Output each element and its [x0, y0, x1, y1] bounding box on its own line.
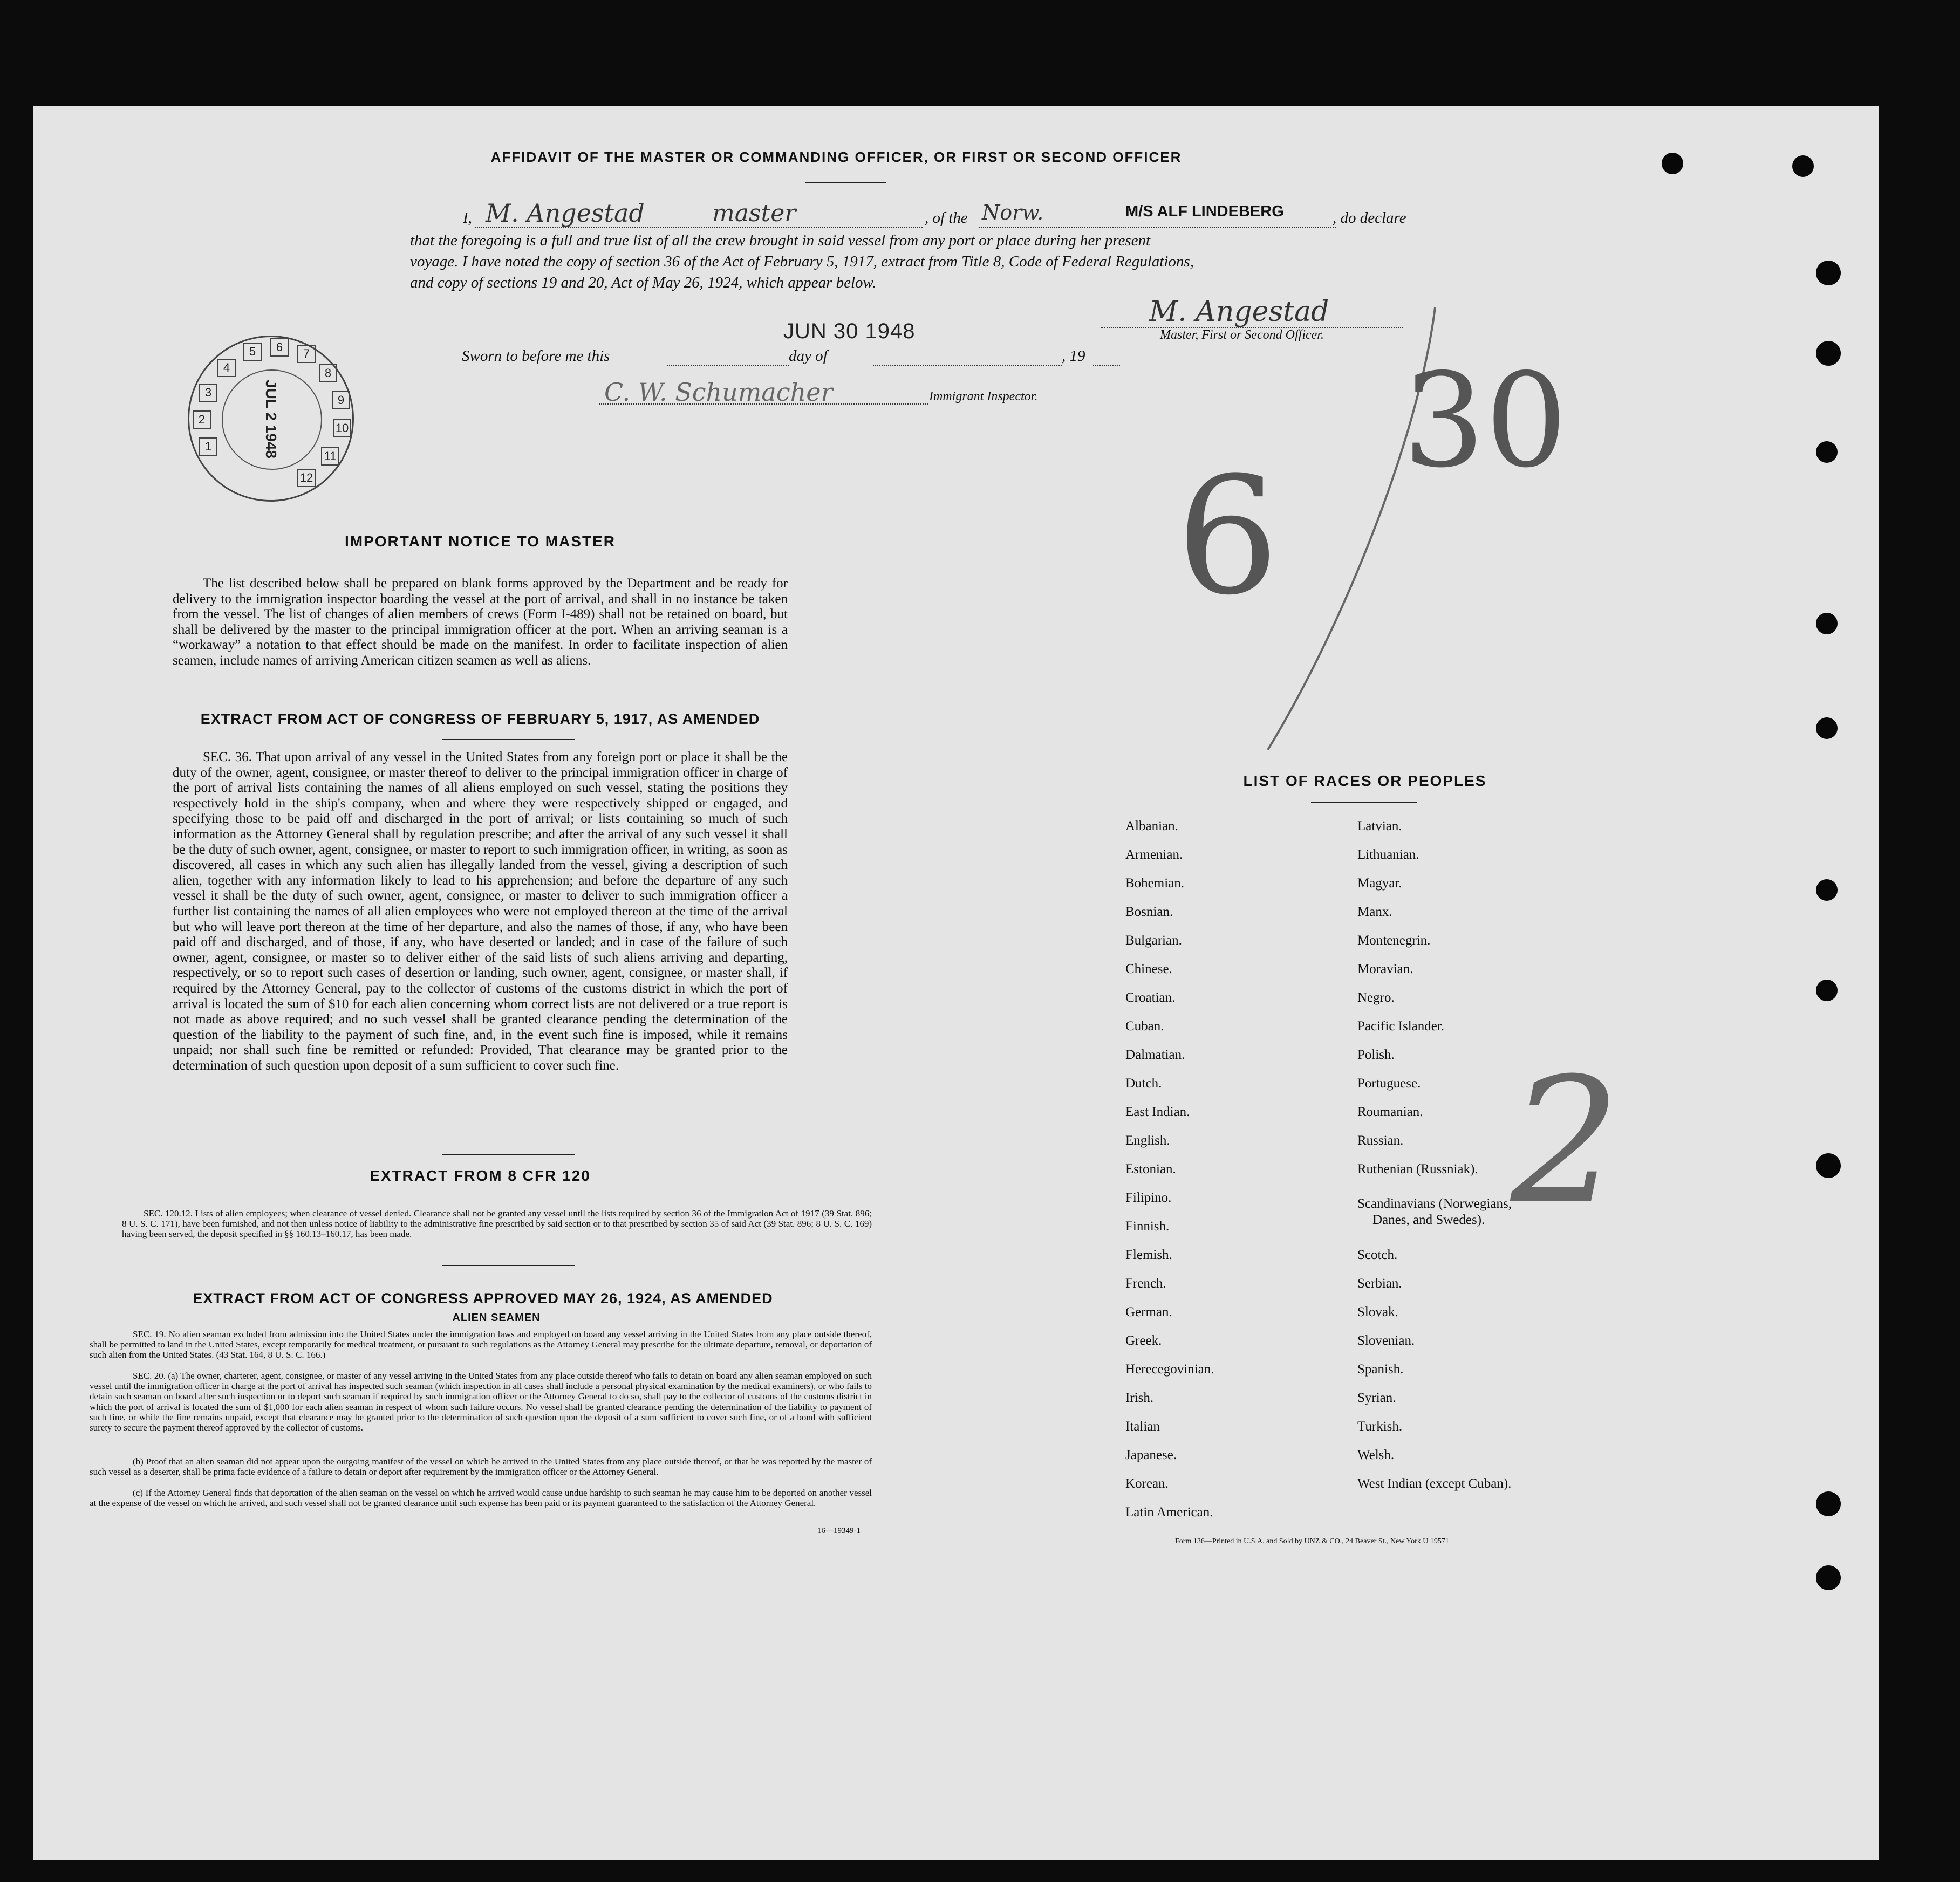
stamp-number: 3 [199, 384, 217, 402]
alien-seamen-subtitle: ALIEN SEAMEN [452, 1312, 541, 1324]
race-item: Korean. [1125, 1476, 1169, 1491]
stamp-number: 5 [243, 343, 262, 361]
race-item: Greek. [1125, 1333, 1162, 1348]
of-the-label: , of the [925, 209, 968, 227]
race-item: Estonian. [1125, 1162, 1176, 1176]
month-line [873, 365, 1062, 366]
race-item: Cuban. [1125, 1019, 1164, 1034]
stamp-number: 7 [297, 345, 316, 363]
vessel-line [979, 227, 1336, 228]
extract-1917-underline [442, 739, 575, 740]
handwritten-number: 2 [1511, 1041, 1621, 1242]
race-item: Flemish. [1125, 1248, 1172, 1262]
race-item: Albanian. [1125, 819, 1178, 833]
inspector-caption: Immigrant Inspector. [929, 389, 1038, 403]
race-item: English. [1125, 1133, 1170, 1148]
race-item: Welsh. [1357, 1448, 1395, 1462]
declaration-line-2: that the foregoing is a full and true list of all the crew brought in said vessel from any port or place during her present [410, 232, 1151, 249]
race-item: Armenian. [1125, 847, 1183, 862]
name-line [475, 227, 923, 228]
extract-1924-title: EXTRACT FROM ACT OF CONGRESS APPROVED MAY 26, 1924, AS AMENDED [193, 1290, 773, 1306]
race-item: Croatian. [1125, 990, 1176, 1005]
extract-1917-end-rule [442, 1154, 575, 1155]
race-item: Roumanian. [1357, 1105, 1423, 1119]
form-footer: Form 136—Printed in U.S.A. and Sold by UNZ & CO., 24 Beaver St., New York U 19571 [1175, 1537, 1449, 1545]
race-item: Dutch. [1125, 1076, 1162, 1091]
race-item: Polish. [1357, 1048, 1395, 1062]
race-item: Chinese. [1125, 962, 1172, 976]
race-item: Bulgarian. [1125, 933, 1182, 948]
extract-1917-text: SEC. 36. That upon arrival of any vessel in the United States from any foreign port or place it shall be the duty of the owner, agent, consignee, or master thereof to deliver to the principal immigration officer in charge of the port of arrival lists containing the names of all aliens employed on such vessel, stating the positions they respectively hold in the ship's company, when and where they were respectively shipped or engaged, and specifying those to be paid off and discharged in the port of arrival; or lists containing so much of such information as the Attorney General shall by regulation prescribe; and after the arrival of any such vessel it shall be the duty of such owner, agent, consignee, or master to report to such immigration officer, in writing, as soon as discovered, all cases in which any such alien has illegally landed from the vessel, giving a description of such alien, together with any information likely to lead to his apprehension; and before the departure of any such vessel it shall be the duty of such owner, agent, consignee, or master to deliver to such immigration officer a further list containing the names of all alien employees who were not employed thereon at the time of the arrival but who will leave port thereon at the time of her departure, and also the names of those, if any, who have been paid off and discharged, and of those, if any, who have deserted or landed; and in case of the failure of such owner, agent, consignee, or master so to deliver either of the said lists of such aliens arriving and departing, respectively, or so to report such cases of desertion or landing, such owner, agent, consignee, or master shall, if required by the Attorney General, pay to the collector of customs of the customs district in which the port of arrival is located the sum of $10 for each alien concerning whom correct lists are not delivered or a true report is not made as above required; and no such vessel shall be granted clearance pending the determination of the question of the liability to the payment of such fine, and, in the event such fine is imposed, while it remains unpaid; nor shall such fine be remitted or refunded: Provided, That clearance may be granted prior to the determination of such question upon deposit of a sum sufficient to cover such fine. [173, 750, 788, 1073]
stamp-number: 1 [199, 437, 217, 456]
race-item: Scotch. [1357, 1248, 1398, 1262]
race-item: Russian. [1357, 1133, 1404, 1148]
date-stamp: JUN 30 1948 [783, 319, 916, 343]
handwritten-date-month: 6 [1176, 442, 1279, 631]
race-item: Montenegrin. [1357, 933, 1431, 948]
stamp-number: 2 [193, 410, 211, 429]
cfr-title: EXTRACT FROM 8 CFR 120 [370, 1167, 591, 1184]
sworn-label: Sworn to before me this [462, 347, 610, 365]
race-item: Slovenian. [1357, 1333, 1415, 1348]
nationality-handwritten: Norw. [982, 201, 1044, 224]
inspector-signature: C. W. Schumacher [604, 378, 833, 407]
race-item: French. [1125, 1276, 1166, 1291]
stamp-number: 4 [217, 359, 236, 377]
immigration-stamp [188, 336, 354, 502]
race-item: Bohemian. [1125, 876, 1185, 891]
race-item: Serbian. [1357, 1276, 1402, 1291]
master-signature: M. Angestad [1149, 296, 1329, 328]
do-declare-label: , do declare [1333, 209, 1406, 227]
race-item: Herecegovinian. [1125, 1362, 1214, 1377]
stamp-number: 6 [270, 338, 289, 357]
notice-title: IMPORTANT NOTICE TO MASTER [344, 533, 616, 550]
binder-hole [1816, 441, 1838, 463]
race-item: Turkish. [1357, 1419, 1403, 1434]
stamp-number: 11 [321, 447, 339, 466]
cfr-end-rule [442, 1265, 575, 1266]
cfr-text: SEC. 120.12. Lists of alien employees; when clearance of vessel denied. Clearance shall not be granted any vessel until the lists required by section 36 of the Immigration Act of 1917 (39 Stat. 896; 8 U. S. C. 171), have been furnished, and not then unless notice of liability to the administrative fine prescribed by said section or to that prescribed by section 35 of said Act (39 Stat. 896; 8 U. S. C. 169) having been served, the deposit specified in §§ 160.13–160.17, has been made. [122, 1208, 872, 1240]
race-item: Portuguese. [1357, 1076, 1421, 1091]
race-item: Spanish. [1357, 1362, 1404, 1377]
day-of-label: day of [789, 347, 828, 365]
binder-hole [1816, 1565, 1841, 1590]
binder-hole [1816, 980, 1838, 1001]
race-item: Latvian. [1357, 819, 1402, 833]
signature-caption: Master, First or Second Officer. [1160, 328, 1324, 342]
handwritten-date-day: 30 [1403, 345, 1568, 496]
race-item: Scandinavians (Norwegians, [1357, 1196, 1512, 1211]
declaration-line-3: voyage. I have noted the copy of section 36 of the Act of February 5, 1917, extract from Title 8, Code of Federal Regulations, [410, 253, 1194, 270]
form-code: 16—19349-1 [817, 1527, 861, 1535]
sec-20a-text: SEC. 20. (a) The owner, charterer, agent, consignee, or master of any vessel arriving in the United States from any place outside thereof who fails to detain on board any alien seaman employed on such vessel until the immigration officer in charge at the port of arrival has inspected such seaman (which inspection in all cases shall include a personal physical examination by the medical examiners), or who fails to detain such seaman on board after such inspection or to deport such seaman if required by such immigration officer or the Attorney General to do so, shall pay to the collector of customs of the customs district in which the port of arrival is located the sum of $1,000 for each alien seaman in respect of whom such failure occurs. No vessel shall be granted clearance pending the determination of the liability to payment of such fine, or while the fine remains unpaid, except that clearance may be granted prior to the determination of such question upon the deposit of a sum sufficient to cover such fine, or of a bond with sufficient surety to secure the payment thereof approved by the collector of customs. [90, 1371, 872, 1433]
binder-hole [1662, 153, 1683, 174]
sec-19-text: SEC. 19. No alien seaman excluded from admission into the United States under the immigration laws and employed on board any vessel arriving in the United States from any place outside thereof, shall be permitted to land in the United States, except temporarily for medical treatment, or pursuant to such regulations as the Attorney General may prescribe for the ultimate departure, removal, or deportation of such alien from the United States. (43 Stat. 164, 8 U. S. C. 166.) [90, 1329, 872, 1360]
race-item: Syrian. [1357, 1391, 1396, 1405]
race-item: Filipino. [1125, 1190, 1172, 1205]
binder-hole [1816, 261, 1841, 285]
sec-20c-text: (c) If the Attorney General finds that deportation of the alien seaman on the vessel on which he arrived would cause undue hardship to such seaman he may cause him to be deported on another vessel at the expense of the vessel on which he arrived, and such vessel shall not be granted clearance until such expense has been paid or its payment guaranteed to the satisfaction of the Attorney General. [90, 1488, 872, 1509]
race-item: Slovak. [1357, 1305, 1398, 1319]
binder-hole [1816, 879, 1838, 901]
race-item: Manx. [1357, 905, 1392, 919]
notice-text: The list described below shall be prepared on blank forms approved by the Department and be ready for delivery to the immigration inspector boarding the vessel at the port of arrival, and shall in no instance be taken from the vessel. The list of changes of alien members of crews (Form I-489) shall not be retained on board, but shall be delivered by the master to the principal immigration officer at the port. When an arriving seaman is a “workaway” a notation to that effect should be made on the manifest. In order to facilitate inspection of alien seamen, include names of arriving American citizen seamen as well as aliens. [173, 576, 788, 668]
title-underline [805, 182, 886, 183]
stamp-number: 12 [297, 469, 316, 487]
races-title: LIST OF RACES OR PEOPLES [1243, 772, 1487, 789]
affidavit-title: AFFIDAVIT OF THE MASTER OR COMMANDING OFFICER, OR FIRST OR SECOND OFFICER [490, 149, 1182, 165]
stamp-number: 9 [332, 391, 350, 409]
race-item: Finnish. [1125, 1219, 1170, 1234]
sec-20b-text: (b) Proof that an alien seaman did not appear upon the outgoing manifest of the vessel on which he arrived in the United States from any place outside thereof, or that he was reported by the master of such vessel as a deserter, shall be prima facie evidence of a failure to detain or deport after requirement by the immigration officer or the Attorney General. [90, 1456, 872, 1477]
race-item: Lithuanian. [1357, 847, 1419, 862]
year-label: , 19 [1062, 347, 1085, 365]
stamp-date: JUL 2 1948 [263, 380, 279, 458]
races-underline [1311, 802, 1417, 803]
year-line [1093, 365, 1120, 366]
race-item: Italian [1125, 1419, 1160, 1434]
binder-hole [1792, 155, 1814, 177]
race-item: Latin American. [1125, 1505, 1213, 1520]
binder-hole [1816, 613, 1838, 634]
master-name-handwritten: M. Angestad [486, 199, 645, 228]
day-line [667, 365, 789, 366]
race-item: German. [1125, 1305, 1172, 1319]
inspector-line [599, 403, 928, 405]
race-item: Danes, and Swedes). [1372, 1213, 1485, 1227]
race-item: Bosnian. [1125, 905, 1173, 919]
stamp-number: 10 [333, 419, 351, 437]
binder-hole [1816, 341, 1841, 366]
vessel-name: M/S ALF LINDEBERG [1125, 203, 1284, 220]
race-item: Dalmatian. [1125, 1048, 1185, 1062]
race-item: East Indian. [1125, 1105, 1190, 1119]
race-item: Moravian. [1357, 962, 1413, 976]
race-item: Japanese. [1125, 1448, 1177, 1462]
race-item: Negro. [1357, 990, 1395, 1005]
rank-handwritten: master [712, 200, 796, 227]
declaration-prefix: I, [463, 209, 472, 227]
race-item: West Indian (except Cuban). [1357, 1476, 1512, 1491]
extract-1917-title: EXTRACT FROM ACT OF CONGRESS OF FEBRUARY 5, 1917, AS AMENDED [200, 711, 760, 727]
race-item: Magyar. [1357, 876, 1402, 891]
race-item: Ruthenian (Russniak). [1357, 1162, 1478, 1176]
stamp-number: 8 [319, 364, 337, 382]
binder-hole [1816, 1491, 1841, 1516]
race-item: Pacific Islander. [1357, 1019, 1445, 1034]
binder-hole [1816, 1153, 1841, 1178]
declaration-line-4: and copy of sections 19 and 20, Act of May 26, 1924, which appear below. [410, 274, 876, 291]
binder-hole [1816, 717, 1838, 739]
race-item: Irish. [1125, 1391, 1154, 1405]
